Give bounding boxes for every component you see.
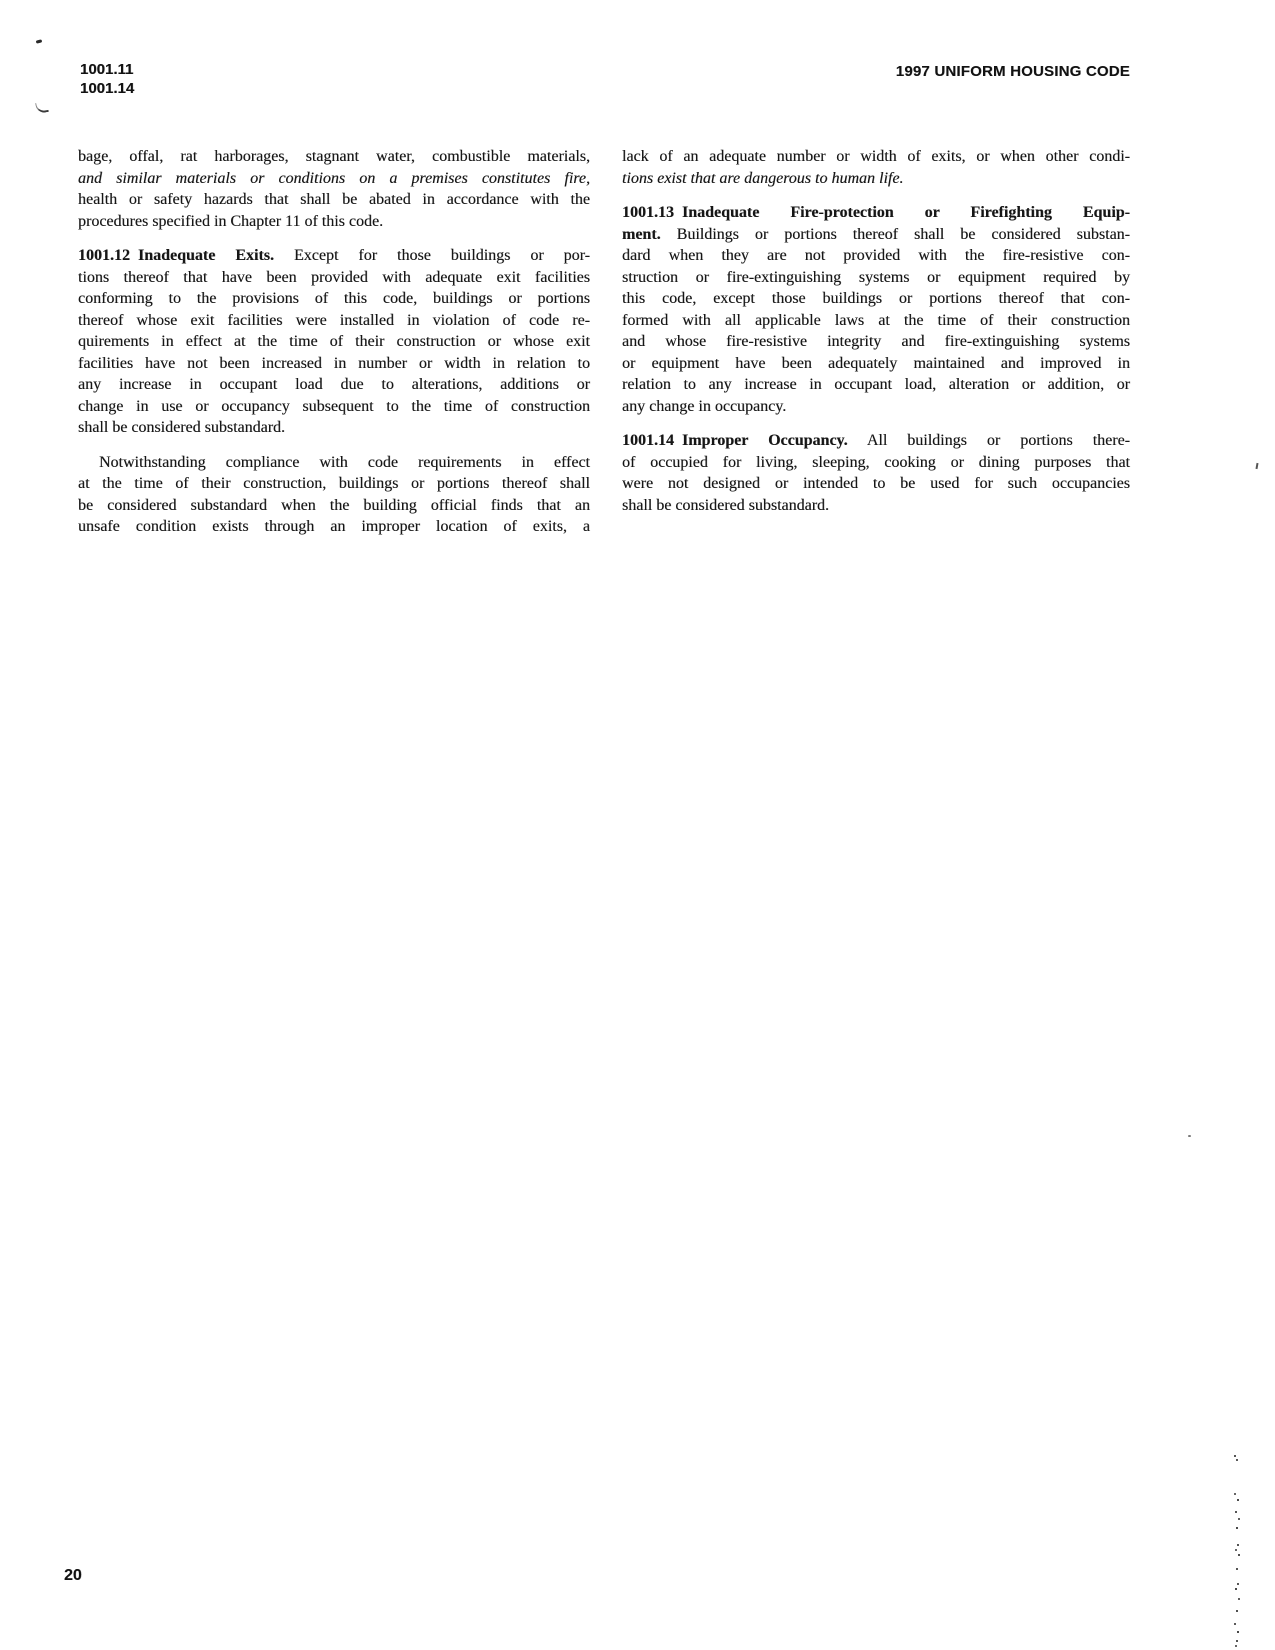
text-line: change in use or occupancy subsequent to the time of construction [78, 397, 590, 415]
text-line: tions exist that are dangerous to human life. [622, 169, 904, 187]
header-document-title: 1997 UNIFORM HOUSING CODE [895, 63, 1130, 80]
text-line-with-section-lead [622, 202, 1130, 224]
text-line: health or safety hazards that shall be abated in accordance with the [78, 191, 590, 208]
section-1001-13-inadequate-fire-protection [622, 202, 1130, 417]
scan-artifact-speckle-column [1234, 1455, 1236, 1457]
text-line: quirements in effect at the time of their construction or whose exit [78, 333, 590, 350]
text-line: unsafe condition exists through an improper location of exits, a [78, 518, 590, 535]
text-line: shall be considered substandard. [622, 496, 830, 514]
section-lead-bold: 1001.12 Inadequate Exits. [78, 247, 275, 264]
scan-artifact-tick [1255, 463, 1258, 469]
text-line: tions thereof that have been provided with adequate exit facilities [78, 268, 590, 286]
header-section-ref-bottom: 1001.14 [80, 80, 135, 97]
text-line: shall be considered substandard. [78, 419, 286, 436]
text-line: thereof whose exit facilities were installed in violation of code re- [78, 311, 590, 329]
text-line: procedures specified in Chapter 11 of this code. [78, 212, 384, 230]
scan-artifact-dot [36, 39, 43, 43]
text-line: of occupied for living, sleeping, cooking or dining purposes that [622, 453, 1130, 471]
scan-artifact-curl [35, 101, 49, 114]
text-line: at the time of their construction, buildings or portions thereof shall [78, 475, 590, 492]
text-line: were not designed or intended to be used for such occupancies [622, 475, 1130, 492]
text-line: Notwithstanding compliance with code requirements in effect [99, 453, 590, 471]
section-1001-12-inadequate-exits [78, 245, 590, 439]
text-line: facilities have not been increased in number or width in relation to [78, 354, 590, 372]
text-line-with-section-lead: 1001.14 Improper Occupancy. All buildings or portions there- [622, 432, 1131, 449]
text-line: be considered substandard when the building official finds that an [78, 496, 590, 514]
section-1001-14-improper-occupancy [622, 430, 1130, 516]
header-section-range [80, 60, 134, 98]
text-line: and whose fire-resistive integrity and fire-extinguishing systems [622, 333, 1130, 350]
text-line: struction or fire-extinguishing systems or equipment required by [622, 268, 1130, 286]
text-line: formed with all applicable laws at the time of their construction [622, 311, 1130, 329]
section-lead-bold: 1001.14 Improper Occupancy. [622, 432, 848, 449]
left-text-column [78, 146, 590, 538]
text-line: this code, except those buildings or portions thereof that con- [622, 290, 1130, 307]
text-line: conforming to the provisions of this code, buildings or portions [78, 290, 590, 307]
text-line: relation to any increase in occupant load, alteration or addition, or [622, 376, 1130, 393]
text-line: any increase in occupant load due to alterations, additions or [78, 376, 590, 393]
text-line-with-section-lead: ment. Buildings or portions thereof shall be considered substan- [622, 225, 1130, 243]
text-line: dard when they are not provided with the fire-resistive con- [622, 247, 1130, 264]
para-1001-12-continuation [622, 146, 1130, 189]
text-line: or equipment have been adequately maintained and improved in [622, 354, 1130, 372]
text-line: any change in occupancy. [622, 397, 787, 415]
text-line: lack of an adequate number or width of exits, or when other condi- [622, 148, 1130, 165]
text-line: bage, offal, rat harborages, stagnant water, combustible materials, [78, 148, 590, 165]
para-1001-12-notwithstanding [78, 452, 590, 538]
para-1001-11-continuation [78, 146, 590, 232]
text-line-with-section-lead: 1001.12 Inadequate Exits. Except for those buildings or por- [78, 247, 590, 264]
section-lead-bold: 1001.13 Inadequate Fire-protection or Firefighting Equip- [622, 204, 1130, 221]
scan-artifact-speck [1188, 1135, 1191, 1137]
page-number: 20 [64, 1567, 82, 1584]
right-text-column [622, 146, 1130, 516]
header-section-ref-top: 1001.11 [80, 61, 134, 78]
text-line: and similar materials or conditions on a premises constitutes fire, [78, 169, 590, 187]
section-lead-bold: ment. [622, 225, 661, 243]
